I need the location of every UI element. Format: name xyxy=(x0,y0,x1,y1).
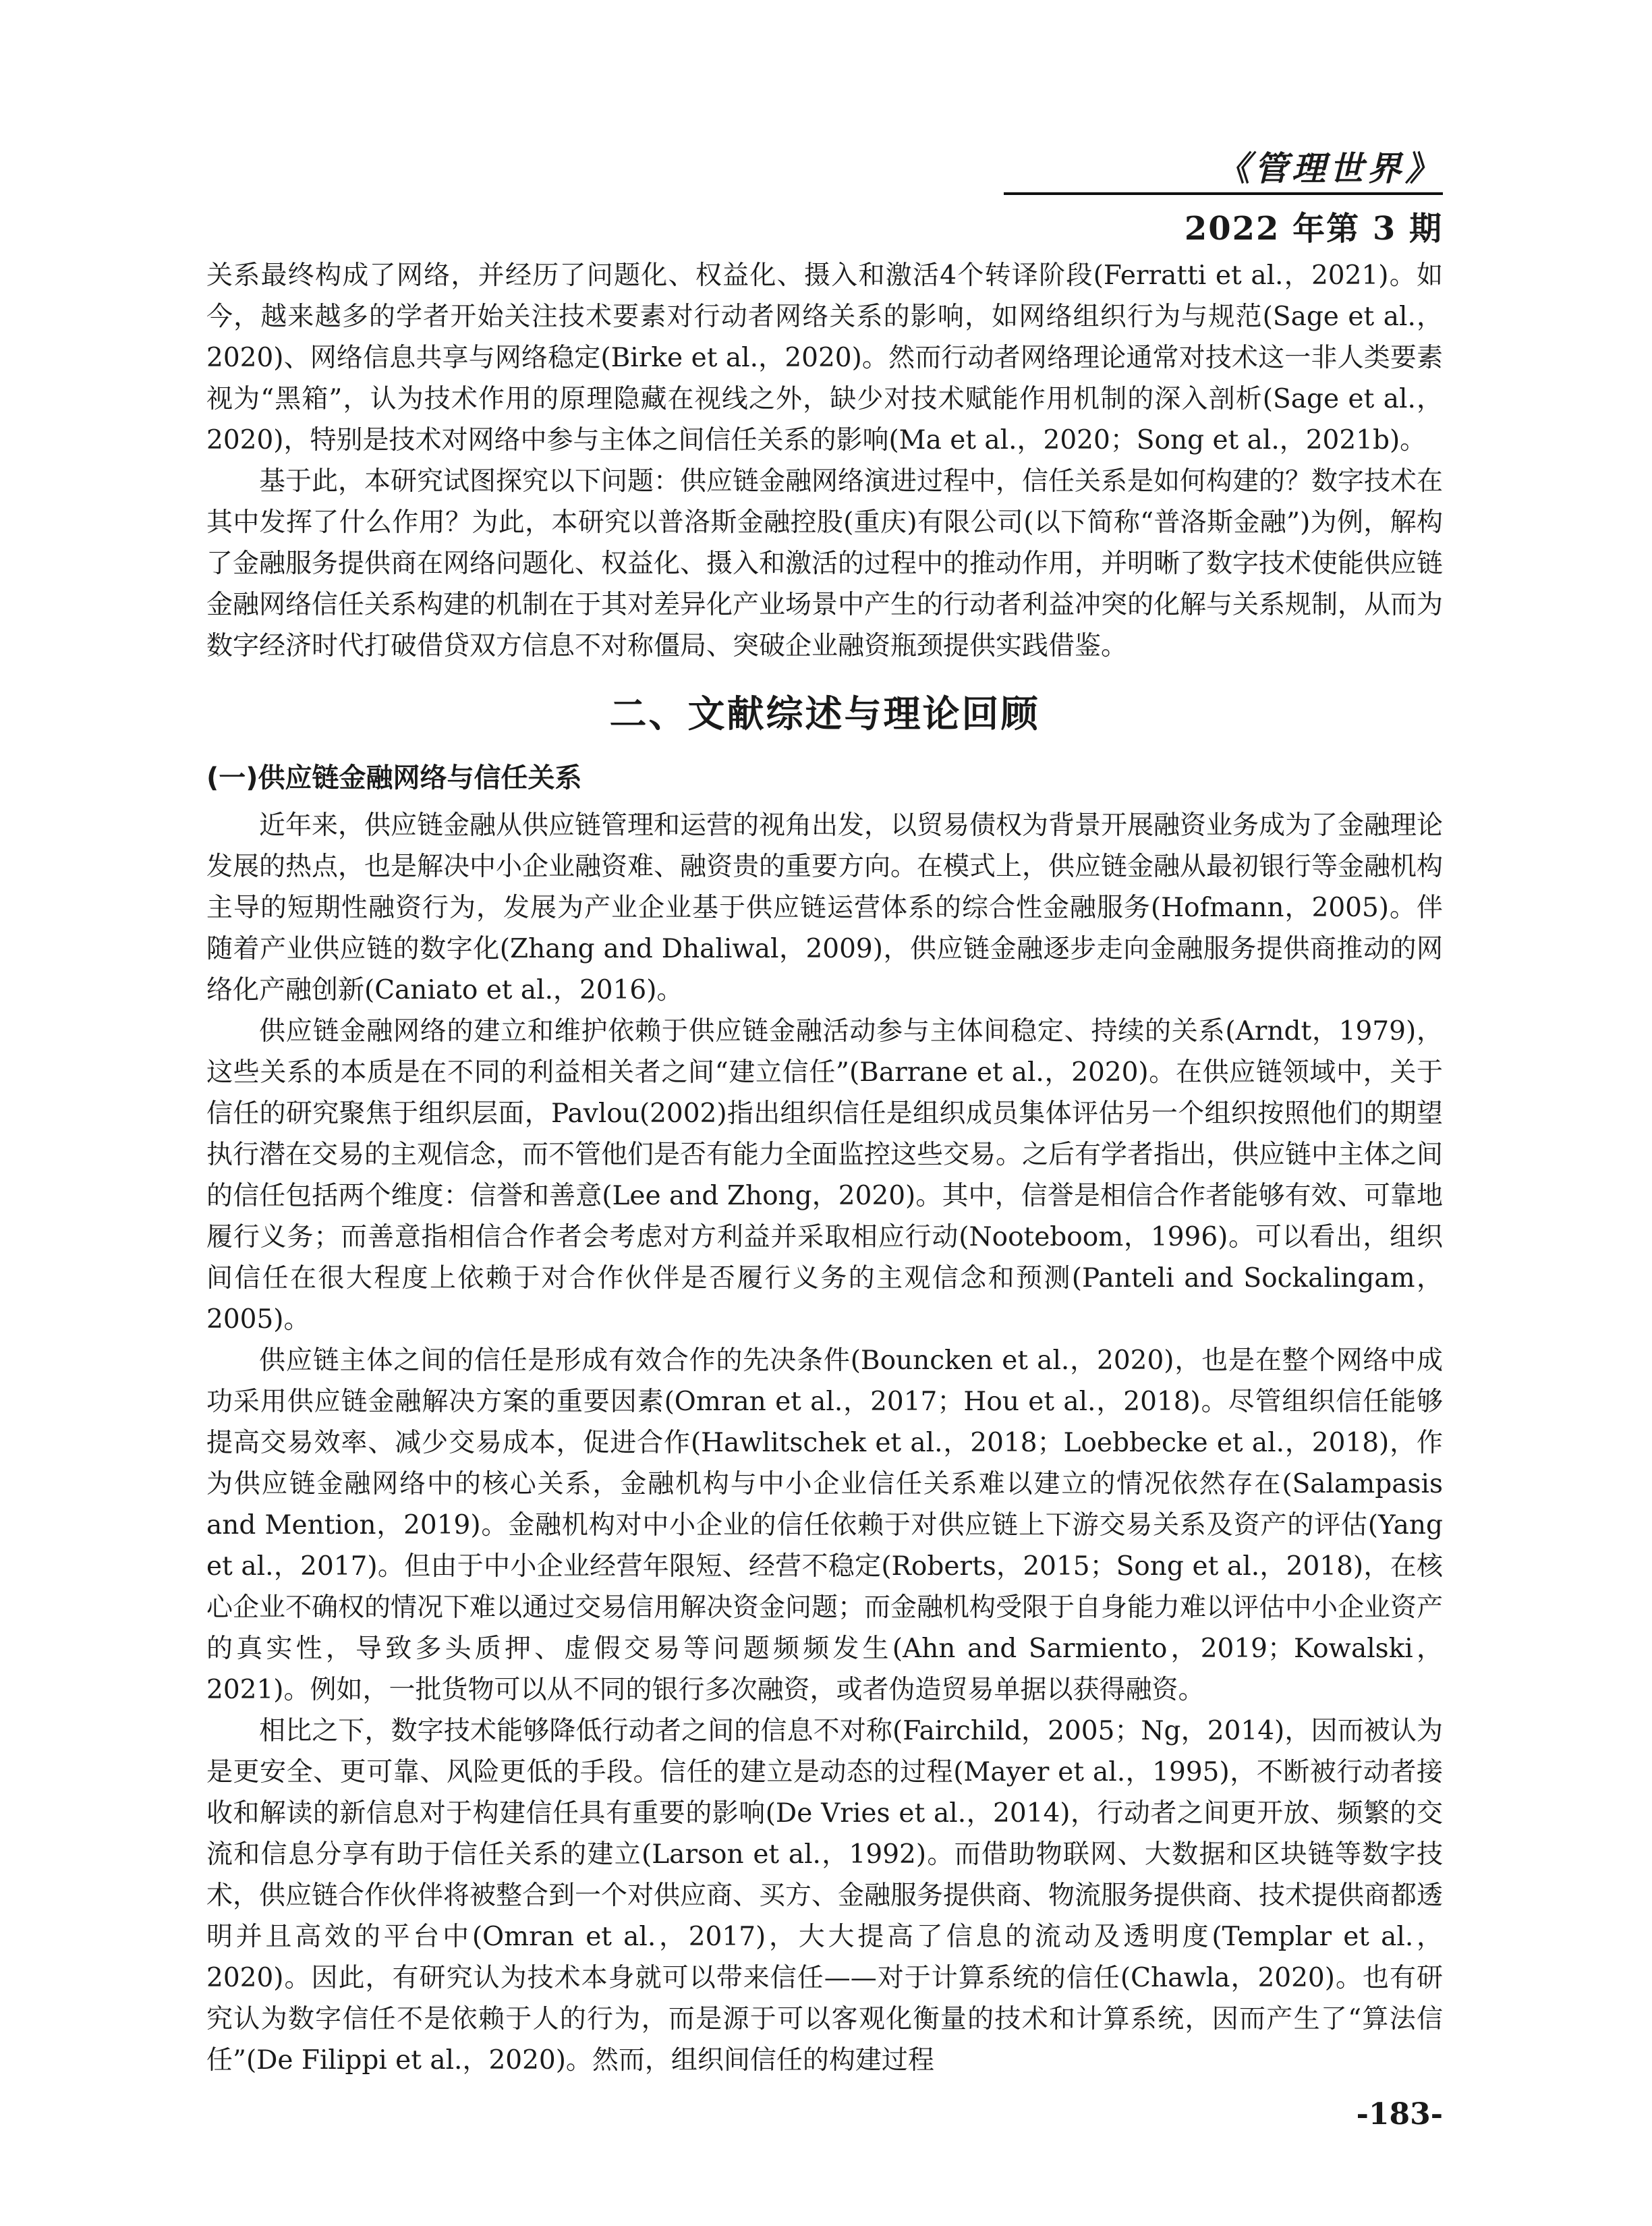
paragraph: 供应链主体之间的信任是形成有效合作的先决条件(Bouncken et al.，2020)，也是在整个网络中成功采用供应链金融解决方案的重要因素(Omran et al.，2017；Hou et al.，2018)。尽管组织信任能够提高交易效率、减少交易成本，促进合作(Hawlitschek et al.，2018；Loebbecke et al.，2018)，作为供应链金融网络中的核心关系，金融机构与中小企业信任关系难以建立的情况依然存在(Salampasis and Mention，2019)。金融机构对中小企业的信任依赖于对供应链上下游交易关系及资产的评估(Yang et al.，2017)。但由于中小企业经营年限短、经营不稳定(Roberts，2015；Song et al.，2018)，在核心企业不确权的情况下难以通过交易信用解决资金问题；而金融机构受限于自身能力难以评估中小企业资产的真实性，导致多头质押、虚假交易等问题频频发生(Ahn and Sarmiento，2019；Kowalski，2021)。例如，一批货物可以从不同的银行多次融资，或者伪造贸易单据以获得融资。 xyxy=(206,1345,1444,1705)
page-number: -183- xyxy=(1356,2097,1443,2132)
paragraph: 相比之下，数字技术能够降低行动者之间的信息不对称(Fairchild，2005；Ng，2014)，因而被认为是更安全、更可靠、风险更低的手段。信任的建立是动态的过程(Mayer et al.，1995)，不断被行动者接收和解读的新信息对于构建信任具有重要的影响(De Vries et al.，2014)，行动者之间更开放、频繁的交流和信息分享有助于信任关系的建立(Larson et al.，1992)。而借助物联网、大数据和区块链等数字技术，供应链合作伙伴将被整合到一个对供应商、买方、金融服务提供商、物流服务提供商、技术提供商都透明并且高效的平台中(Omran et al.，2017)，大大提高了信息的流动及透明度(Templar et al.，2020)。因此，有研究认为技术本身就可以带来信任——对于计算系统的信任(Chawla，2020)。也有研究认为数字信任不是依赖于人的行为，而是源于可以客观化衡量的技术和计算系统，因而产生了“算法信任”(De Filippi et al.，2020)。然而，组织间信任的构建过程 xyxy=(206,1716,1444,2076)
issue-label: 2022 年第 3 期 xyxy=(1184,210,1443,248)
paragraph: 关系最终构成了网络，并经历了问题化、权益化、摄入和激活4个转译阶段(Ferratti et al.，2021)。如今，越来越多的学者开始关注技术要素对行动者网络关系的影响，如网络组织行为与规范(Sage et al.，2020)、网络信息共享与网络稳定(Birke et al.，2020)。然而行动者网络理论通常对技术这一非人类要素视为“黑箱”，认为技术作用的原理隐藏在视线之外，缺少对技术赋能作用机制的深入剖析(Sage et al.，2020)，特别是技术对网络中参与主体之间信任关系的影响(Ma et al.，2020；Song et al.，2021b)。 xyxy=(206,260,1443,455)
header-rule xyxy=(1004,192,1443,195)
paragraph: 近年来，供应链金融从供应链管理和运营的视角出发，以贸易债权为背景开展融资业务成为了金融理论发展的热点，也是解决中小企业融资难、融资贵的重要方向。在模式上，供应链金融从最初银行等金融机构主导的短期性融资行为，发展为产业企业基于供应链运营体系的综合性金融服务(Hofmann，2005)。伴随着产业供应链的数字化(Zhang and Dhaliwal，2009)，供应链金融逐步走向金融服务提供商推动的网络化产融创新(Caniato et al.，2016)。 xyxy=(206,810,1444,1005)
section-title: 二、文献综述与理论回顾 xyxy=(609,692,1040,735)
subsection-title: (一)供应链金融网络与信任关系 xyxy=(206,762,582,794)
article-body xyxy=(206,255,1443,2081)
paragraph: 供应链金融网络的建立和维护依赖于供应链金融活动参与主体间稳定、持续的关系(Arndt，1979)，这些关系的本质是在不同的利益相关者之间“建立信任”(Barrane et al.，2020)。在供应链领域中，关于信任的研究聚焦于组织层面，Pavlou(2002)指出组织信任是组织成员集体评估另一个组织按照他们的期望执行潜在交易的主观信念，而不管他们是否有能力全面监控这些交易。之后有学者指出，供应链中主体之间的信任包括两个维度：信誉和善意(Lee and Zhong，2020)。其中，信誉是相信合作者能够有效、可靠地履行义务；而善意指相信合作者会考虑对方利益并采取相应行动(Nooteboom，1996)。可以看出，组织间信任在很大程度上依赖于对合作伙伴是否履行义务的主观信念和预测(Panteli and Sockalingam，2005)。 xyxy=(206,1016,1444,1335)
paragraph: 基于此，本研究试图探究以下问题：供应链金融网络演进过程中，信任关系是如何构建的？数字技术在其中发挥了什么作用？为此，本研究以普洛斯金融控股(重庆)有限公司(以下简称“普洛斯金融”)为例，解构了金融服务提供商在网络问题化、权益化、摄入和激活的过程中的推动作用，并明晰了数字技术使能供应链金融网络信任关系构建的机制在于其对差异化产业场景中产生的行动者利益冲突的化解与关系规制，从而为数字经济时代打破借贷双方信息不对称僵局、突破企业融资瓶颈提供实践借鉴。 xyxy=(206,466,1444,661)
journal-title: 《管理世界》 xyxy=(1216,148,1443,188)
